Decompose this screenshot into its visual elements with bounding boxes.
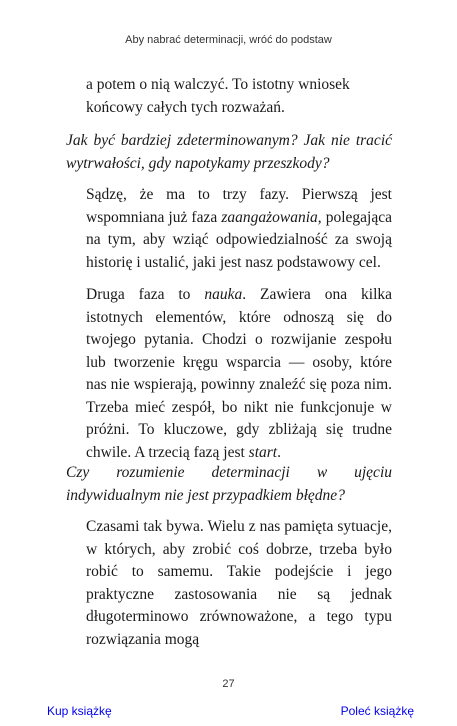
answer-text: , polegająca na tym, aby wziąć odpowiedzialność za swoją historię i ustalić, jaki jest nasz podstawowy cel. (86, 208, 392, 271)
answer-paragraph: Czasami tak bywa. Wielu z nas pamięta sytuacje, w których, aby zrobić coś dobrze, trzeba było robić to samemu. Takie podejście i jego praktyczne zastosowania nie są jednak długoterminowo zrównoważone, a tego typu rozwiązania mogą (86, 518, 392, 648)
interview-question: Jak być bardziej zdeterminowanym? Jak nie tracić wytrwałości, gdy napotykamy przeszkody? (66, 132, 392, 172)
paragraph-line: końcowy całych tych rozważań. (86, 98, 285, 116)
emphasis-term: zaangażowania (221, 208, 318, 226)
page-number: 27 (222, 678, 235, 690)
buy-book-link[interactable]: Kup książkę (47, 704, 112, 718)
paragraph-continued (86, 74, 392, 119)
answer-paragraph (86, 284, 392, 464)
answer-text: . Zawiera ona kilka istotnych elementów, które odnoszą się do twojego pytania. Chodzi o rozwijanie zespołu lub tworzenie kręgu wsparcia — osoby, które nas nie wspierają, powinny znaleźć się poza nim. Trzeba mieć zespół, bo nikt nie funkcjonuje w próżni. To kluczowe, gdy zbliżają się trudne chwile. A trzecią fazą jest (86, 286, 393, 461)
emphasis-term: start (248, 443, 278, 461)
emphasis-term: nauka (204, 286, 243, 303)
answer-text: . (277, 443, 281, 461)
running-head: Aby nabrać determinacji, wróć do podstaw (125, 34, 332, 46)
answer-text: Druga faza to (86, 286, 205, 303)
recommend-book-link[interactable]: Poleć książkę (340, 704, 414, 718)
paragraph-line: a potem o nią walczyć. To istotny wniosek (86, 76, 350, 93)
answer-text: Sądzę, że ma to trzy fazy. Pierwszą jest wspomniana już faza (86, 186, 392, 226)
interview-question: Czy rozumienie determinacji w ujęciu indywidualnym nie jest przypadkiem błędne? (66, 464, 392, 504)
answer-paragraph (86, 184, 392, 274)
